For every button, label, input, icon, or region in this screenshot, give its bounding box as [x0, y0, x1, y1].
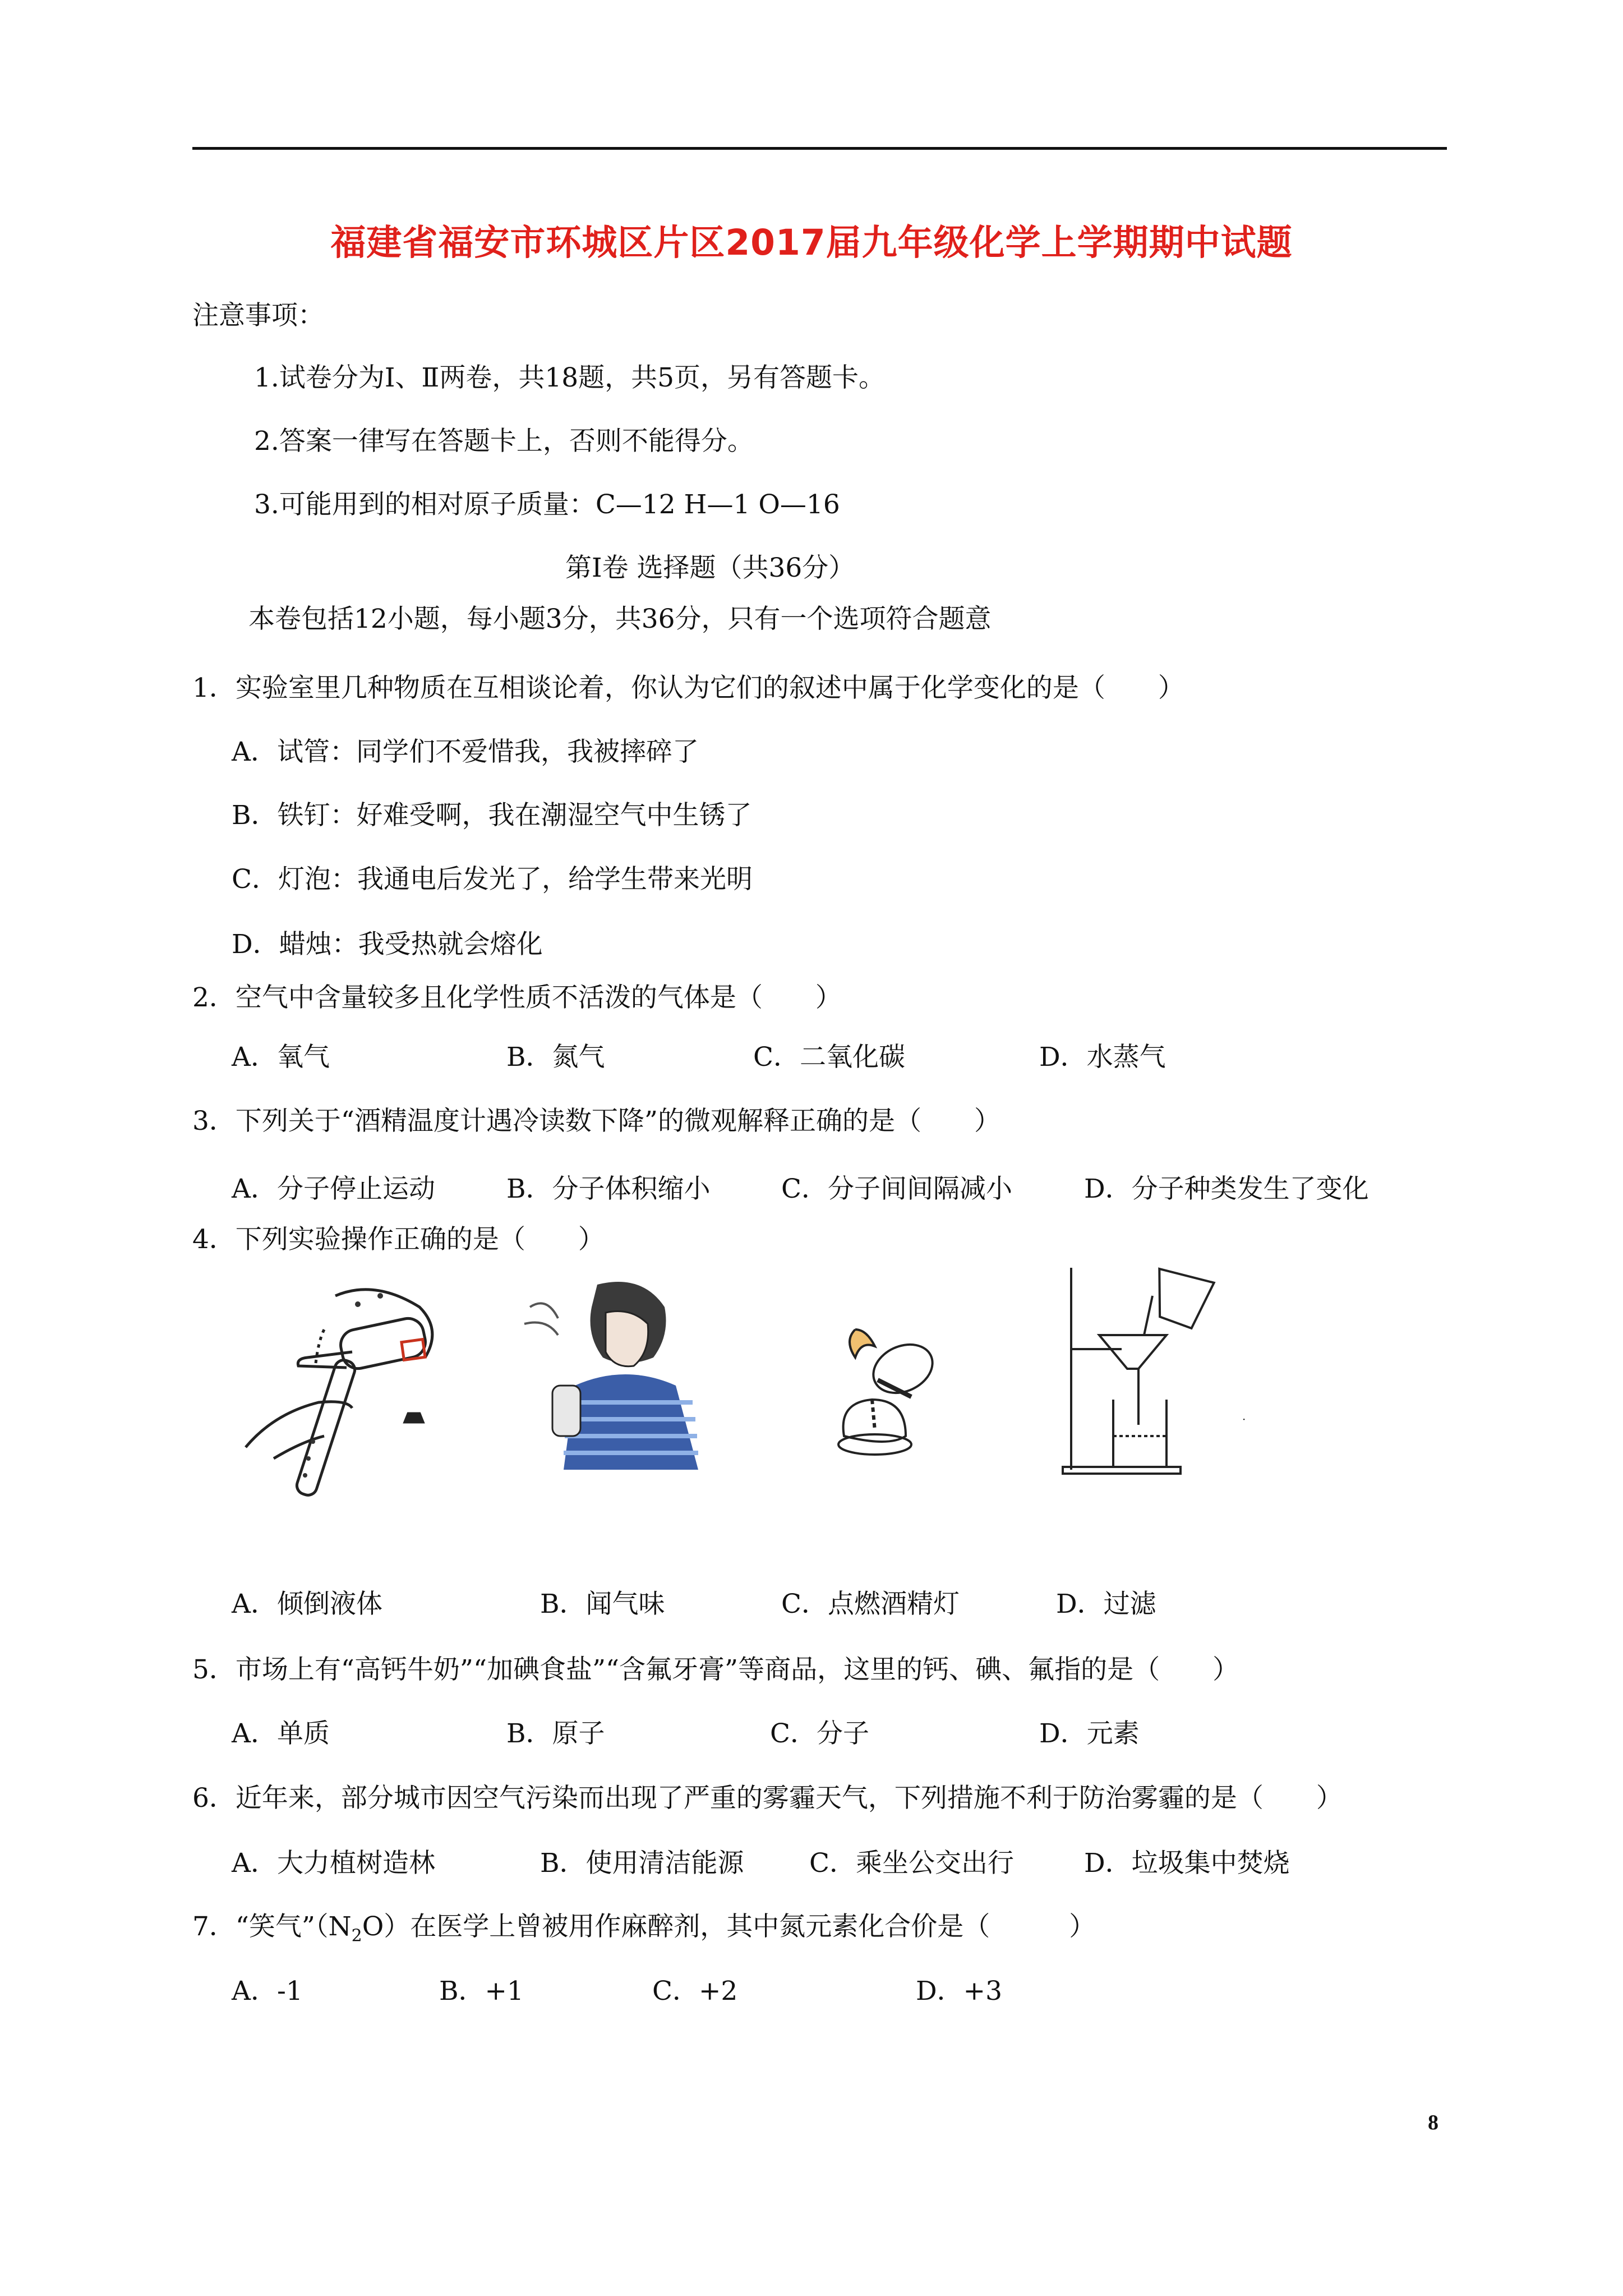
question-7-stem: 7．“笑气$”(N_2O)$在医学上曾被用作麻醉剂，其中氮元素化合价是（ ）: [192, 1911, 1096, 1946]
question-3-option-d: D．分子种类发生了变化: [1084, 1174, 1369, 1204]
question-1-option-c: C．灯泡：我通电后发光了，给学生带来光明: [232, 864, 753, 895]
question-3-option-a: A．分子停止运动: [232, 1174, 435, 1204]
note-item-1: 1.试卷分为Ⅰ、Ⅱ两卷，共18题，共5页，另有答题卡。: [254, 362, 886, 393]
question-5-option-d: D．元素: [1039, 1718, 1140, 1749]
note-item-3: 3.可能用到的相对原子质量：C—12 H—1 O—16: [254, 489, 840, 520]
question-5-option-c: C．分子: [770, 1718, 869, 1749]
question-1-stem: 1．实验室里几种物质在互相谈论着，你认为它们的叙述中属于化学变化的是（ ）: [192, 673, 1184, 703]
note-item-2: 2.答案一律写在答题卡上，否则不能得分。: [254, 426, 754, 457]
section-title: 第Ⅰ卷 选择题（共36分）: [565, 553, 855, 583]
question-1-option-d: D．蜡烛：我受热就会熔化: [232, 929, 543, 960]
question-4-option-c: C．点燃酒精灯: [781, 1589, 960, 1619]
notes-heading: 注意事项：: [192, 300, 324, 331]
figure-mark: ·: [1242, 1412, 1246, 1426]
question-3-stem: 3．下列关于“酒精温度计遇冷读数下降”的微观解释正确的是（ ）: [192, 1106, 1000, 1137]
question-6-option-d: D．垃圾集中焚烧: [1084, 1848, 1290, 1879]
question-1-option-a: A．试管：同学们不爱惜我，我被摔碎了: [232, 737, 699, 767]
question-2-option-d: D．水蒸气: [1039, 1042, 1166, 1073]
pouring-liquid-illustration: [240, 1273, 498, 1509]
header-rule: [192, 147, 1447, 150]
section-instructions: 本卷包括12小题，每小题3分，共36分，只有一个选项符合题意: [248, 604, 992, 634]
question-5-option-a: A．单质: [232, 1718, 330, 1749]
question-2-option-b: B．氮气: [506, 1042, 605, 1073]
question-6-stem: 6．近年来，部分城市因空气污染而出现了严重的雾霾天气，下列措施不利于防治雾霾的是（ ）: [192, 1783, 1343, 1814]
question-2-option-a: A．氧气: [232, 1042, 330, 1073]
question-3-option-c: C．分子间间隔减小: [781, 1174, 1012, 1204]
question-7-option-a: A．-1: [232, 1976, 303, 2007]
question-1-option-b: B．铁钉：好难受啊，我在潮湿空气中生锈了: [232, 800, 752, 831]
question-4-stem: 4．下列实验操作正确的是（ ）: [192, 1224, 605, 1255]
question-7-option-d: D．+3: [916, 1976, 1002, 2007]
question-2-stem: 2．空气中含量较多且化学性质不活泼的气体是（ ）: [192, 982, 842, 1013]
question-3-option-b: B．分子体积缩小: [506, 1174, 711, 1204]
question-5-option-b: B．原子: [506, 1718, 605, 1749]
page-title: 福建省福安市环城区片区2017届九年级化学上学期期中试题: [330, 222, 1293, 263]
question-4-option-d: D．过滤: [1056, 1589, 1156, 1619]
question-7-option-c: C．+2: [652, 1976, 738, 2007]
question-6-option-b: B．使用清洁能源: [540, 1848, 744, 1879]
question-7-option-b: B．+1: [439, 1976, 524, 2007]
question-4-option-a: A．倾倒液体: [232, 1589, 382, 1619]
question-6-option-a: A．大力植树造林: [232, 1848, 435, 1879]
question-2-option-c: C．二氧化碳: [753, 1042, 905, 1073]
lighting-alcohol-lamp-illustration: [822, 1307, 967, 1470]
filtration-apparatus-illustration: [1054, 1262, 1239, 1475]
smelling-gas-illustration: [513, 1273, 715, 1475]
page-number: 8: [1428, 2111, 1438, 2134]
question-6-option-c: C．乘坐公交出行: [809, 1848, 1014, 1879]
question-5-stem: 5．市场上有“高钙牛奶”“加碘食盐”“含氟牙膏”等商品，这里的钙、碘、氟指的是（ ）: [192, 1654, 1239, 1685]
question-4-option-b: B．闻气味: [540, 1589, 665, 1619]
